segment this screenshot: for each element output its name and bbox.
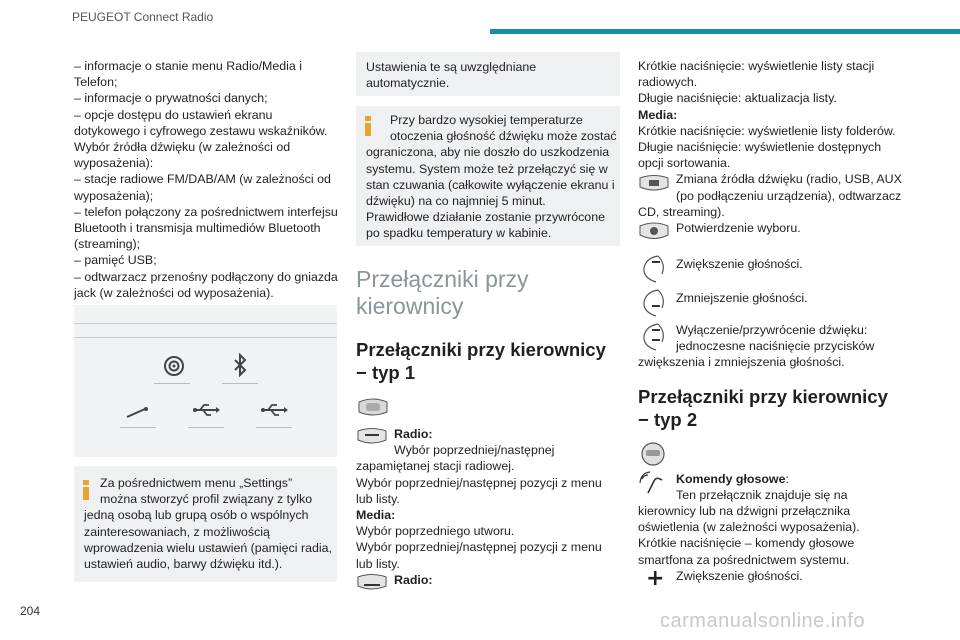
sub-title-line: − typ 1 bbox=[356, 362, 416, 383]
divider bbox=[74, 323, 337, 324]
subsection-heading-type2 bbox=[638, 385, 900, 431]
text-line: automatycznie. bbox=[366, 76, 450, 91]
plus-icon: + bbox=[646, 565, 665, 591]
radio-icon bbox=[156, 355, 192, 382]
text-line: – informacje o stanie menu Radio/Media i bbox=[74, 59, 302, 73]
volume-down-description bbox=[638, 288, 900, 322]
text-line: Wybór źródła dźwięku (w zależności od bbox=[74, 140, 291, 155]
text-line: Ustawienia te są uwzględniane bbox=[366, 60, 537, 74]
text-line: Telefon; bbox=[74, 75, 118, 90]
source-change-description bbox=[638, 171, 900, 220]
text-line: Wybór poprzedniej/następnej pozycji z menu bbox=[356, 475, 602, 490]
divider bbox=[222, 383, 258, 384]
volume-up-description bbox=[638, 254, 900, 288]
text-line: jack (w zależności od wyposażenia). bbox=[74, 285, 274, 300]
text-line: – stacje radiowe FM/DAB/AM (w zależności od bbox=[74, 172, 331, 187]
text-line: po spadku temperatury w kabinie. bbox=[366, 226, 552, 241]
jack-icon bbox=[120, 403, 156, 425]
text-line: Zwiększenie głośności. bbox=[676, 568, 803, 583]
text-line: opcji sortowania. bbox=[638, 156, 731, 171]
steering-switch-icon bbox=[356, 426, 388, 450]
info-box-temperature bbox=[356, 106, 620, 246]
text-line: Krótkie naciśnięcie: wyświetlenie listy folderów. bbox=[638, 123, 896, 138]
text-line: smartfona za pośrednictwem systemu. bbox=[638, 552, 850, 567]
text-line: stan czuwania (całkowite wyłączenie ekranu i bbox=[366, 177, 615, 192]
column-2 bbox=[356, 52, 620, 588]
radio2-label: Radio: bbox=[394, 572, 433, 587]
radio-description bbox=[356, 426, 620, 572]
text-line: oświetlenia (w zależności wyposażenia). bbox=[638, 520, 860, 535]
text-line: wyposażenia); bbox=[74, 188, 154, 203]
text-line: dźwięku) na co najmniej 5 minut. bbox=[366, 194, 546, 209]
text-line: Długie naciśnięcie: wyświetlenie dostępnych bbox=[638, 140, 882, 155]
steering-wheel-type2-icon bbox=[638, 441, 900, 471]
text-line: ustawień audio, barwy dźwięku itd.). bbox=[84, 557, 283, 572]
watermark: carmanualsonline.info bbox=[660, 610, 866, 632]
text-line: lub listy. bbox=[356, 491, 400, 506]
text-line: – odtwarzacz przenośny podłączony do gniazda bbox=[74, 269, 338, 284]
divider bbox=[74, 337, 337, 338]
steering-switch-type1-icon bbox=[356, 396, 620, 420]
volume-lever-icon bbox=[638, 288, 668, 322]
page-number: 204 bbox=[20, 604, 41, 618]
text-line: dotykowego i cyfrowego zestawu wskaźników. bbox=[74, 123, 328, 138]
section-title-line: kierownicy bbox=[356, 293, 464, 319]
text-line: Zwiększenie głośności. bbox=[676, 257, 803, 272]
steering-switch-icon bbox=[356, 572, 388, 596]
text-line: Ten przełącznik znajduje się na bbox=[676, 487, 848, 502]
text-line: jednoczesne naciśnięcie przycisków bbox=[676, 339, 875, 354]
steering-switch-icon bbox=[638, 220, 670, 246]
text-line: Wybór poprzedniego utworu. bbox=[356, 524, 515, 539]
confirm-description bbox=[638, 220, 900, 254]
text-line: zapamiętanej stacji radiowej. bbox=[356, 459, 515, 474]
text-line: zwiększenia i zmniejszenia głośności. bbox=[638, 355, 845, 370]
text-line: można stworzyć profil związany z tylko bbox=[100, 492, 313, 507]
text-line: Prawidłowe działanie zostanie przywrócone bbox=[366, 210, 605, 225]
steering-switch-icon bbox=[638, 173, 670, 197]
bluetooth-icon bbox=[222, 353, 258, 382]
header-accent-bar bbox=[490, 29, 960, 34]
radio-label: Radio: bbox=[394, 427, 433, 441]
text-line: Bluetooth i transmisja multimediów Bluetooth bbox=[74, 221, 321, 236]
divider bbox=[154, 383, 190, 384]
divider bbox=[188, 427, 224, 428]
subsection-heading-type1 bbox=[356, 338, 620, 384]
text-line: lub listy. bbox=[356, 556, 400, 571]
text-line: wyposażenia): bbox=[74, 156, 154, 171]
volume-up2-description bbox=[638, 565, 900, 594]
text-line: – telefon połączony za pośrednictwem interfejsu bbox=[74, 204, 338, 219]
text-line: Przy bardzo wysokiej temperaturze bbox=[390, 113, 583, 127]
text-line: systemu. System może też przełączyć się w bbox=[366, 161, 608, 176]
column-1 bbox=[74, 58, 336, 301]
usb-icon bbox=[188, 401, 224, 423]
text-line: Potwierdzenie wyboru. bbox=[676, 221, 801, 236]
text-line: ograniczona, aby nie doszło do uszkodzenia bbox=[366, 145, 610, 160]
text-line: Za pośrednictwem menu „Settings” bbox=[100, 476, 293, 490]
mute-description bbox=[638, 322, 900, 371]
text-line: Wyłączenie/przywrócenie dźwięku: bbox=[676, 323, 868, 338]
text-line: wprowadzenia wielu ustawień (pamięci radia, bbox=[84, 540, 332, 555]
text-line: Krótkie naciśnięcie – komendy głosowe bbox=[638, 536, 855, 551]
text-line: Wybór poprzedniej/następnej pozycji z menu bbox=[356, 540, 602, 555]
divider bbox=[256, 427, 292, 428]
divider bbox=[120, 427, 156, 428]
sub-title-line: Przełączniki przy kierownicy bbox=[638, 385, 888, 407]
media-label: Media: bbox=[638, 107, 678, 122]
text-line: Długie naciśnięcie: aktualizacja listy. bbox=[638, 91, 837, 106]
text-line: Wybór poprzedniej/następnej bbox=[394, 443, 555, 458]
text-line: zainteresowaniach, z możliwością bbox=[84, 524, 270, 539]
voice-command-description: Komendy głosowe: Ten przełącznik znajduje się na kierownicy lub na dźwigni przełącznika oświetlenia (w zależności wyposażenia). Krótkie naciśnięcie – komendy głosowe smartfona za pośrednictwem systemu. bbox=[638, 471, 900, 568]
info-box-settings bbox=[74, 466, 337, 582]
text-line: jedną osobą lub grupą osób o wspólnych bbox=[84, 508, 309, 523]
info-icon bbox=[365, 116, 371, 136]
section-heading bbox=[356, 266, 620, 320]
source-screen-illustration bbox=[74, 305, 337, 457]
text-line: (po podłączeniu urządzenia), odtwarzacz bbox=[676, 188, 902, 203]
info-icon bbox=[83, 480, 89, 500]
radio2-description bbox=[356, 572, 620, 588]
text-line: radiowych. bbox=[638, 75, 698, 90]
text-line: Zmniejszenie głośności. bbox=[676, 291, 808, 306]
text-line: Zmiana źródła dźwięku (radio, USB, AUX bbox=[676, 172, 902, 187]
voice-label: Komendy głosowe bbox=[676, 471, 786, 486]
info-box-auto bbox=[356, 52, 620, 96]
text-line: Krótkie naciśnięcie: wyświetlenie listy stacji bbox=[638, 59, 875, 73]
volume-lever-icon bbox=[638, 322, 668, 356]
text-line: kierownicy lub na dźwigni przełącznika bbox=[638, 504, 851, 519]
sub-title-line: Przełączniki przy kierownicy bbox=[356, 339, 606, 360]
sub-title-line: − typ 2 bbox=[638, 408, 698, 430]
text-line: – informacje o prywatności danych; bbox=[74, 91, 268, 106]
text-line: (streaming); bbox=[74, 237, 141, 252]
usb-icon bbox=[256, 401, 292, 423]
media-label: Media: bbox=[356, 508, 396, 523]
volume-lever-icon bbox=[638, 254, 668, 288]
text-line: CD, streaming). bbox=[638, 204, 725, 219]
voice-command-icon bbox=[638, 471, 668, 501]
section-title-line: Przełączniki przy bbox=[356, 266, 529, 292]
running-header: PEUGEOT Connect Radio bbox=[72, 10, 214, 24]
text-line: – pamięć USB; bbox=[74, 253, 157, 268]
text-line: otoczenia głośność dźwięku może zostać bbox=[390, 129, 617, 144]
column-3 bbox=[638, 58, 900, 594]
text-line: – opcje dostępu do ustawień ekranu bbox=[74, 107, 273, 122]
